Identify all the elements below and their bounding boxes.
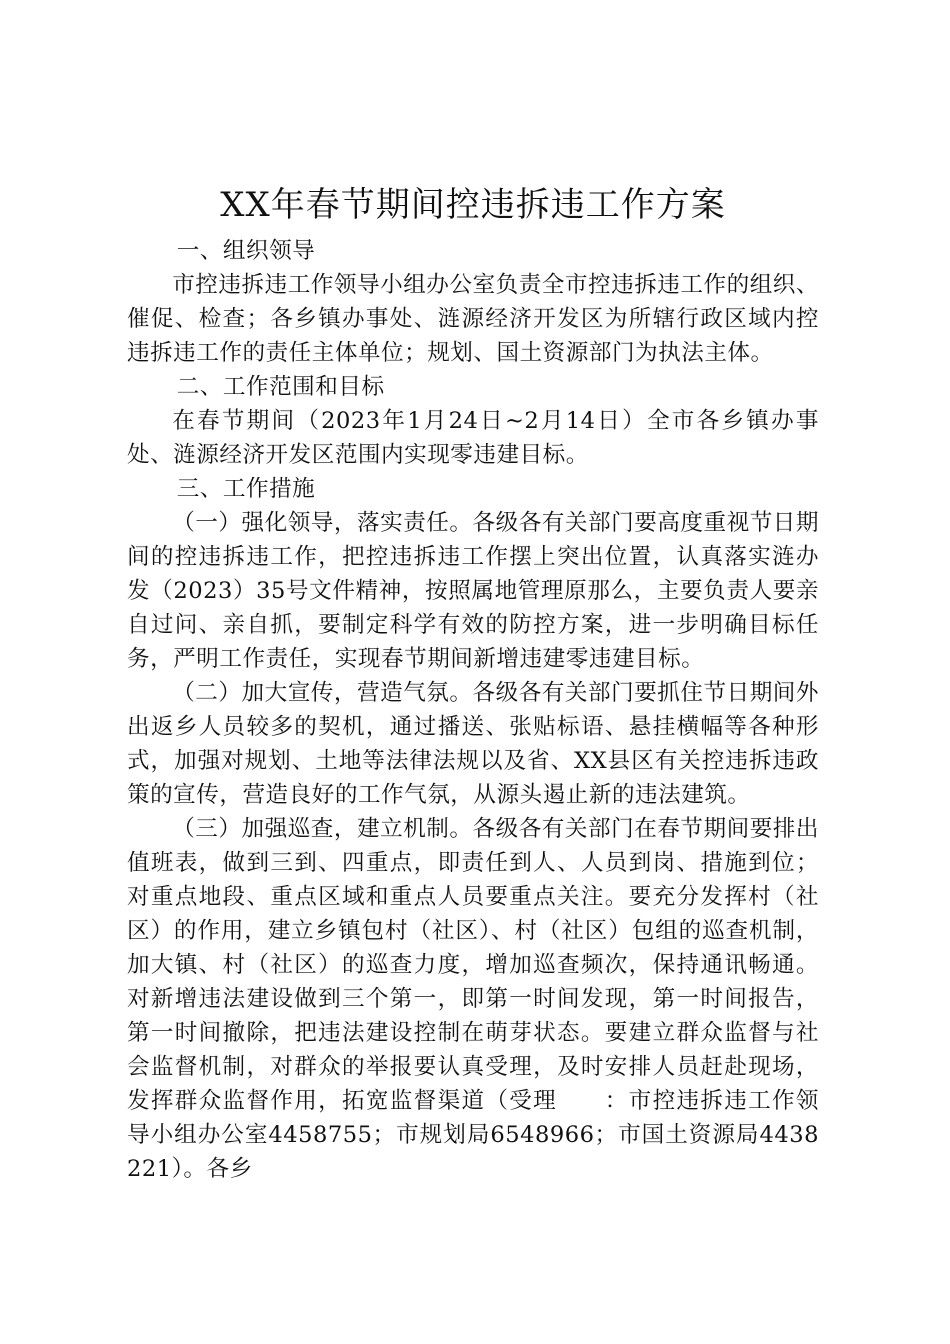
- document-page: [127, 180, 819, 1186]
- body-paragraph: 市控违拆违工作领导小组办公室负责全市控违拆违工作的组织、催促、检查；各乡镇办事处、涟源经济开发区为所辖行政区域内控违拆违工作的责任主体单位；规划、国土资源部门为执法主体。: [127, 272, 819, 366]
- section-heading: 二、工作范围和目标: [176, 374, 385, 400]
- body-paragraph: 在春节期间（2023年1月24日~2月14日）全市各乡镇办事处、涟源经济开发区范围内实现零违建目标。: [127, 408, 819, 468]
- section-heading: 三、工作措施: [176, 476, 316, 502]
- body-paragraph: （二）加大宣传，营造气氛。各级各有关部门要抓住节日期间外出返乡人员较多的契机，通过播送、张贴标语、悬挂横幅等各种形式，加强对规划、土地等法律法规以及省、XX县区有关控违拆违政策的宣传，营造良好的工作气氛，从源头遏止新的违法建筑。: [127, 680, 819, 808]
- body-paragraph: （三）加强巡查，建立机制。各级各有关部门在春节期间要排出值班表，做到三到、四重点，即责任到人、人员到岗、措施到位；对重点地段、重点区域和重点人员要重点关注。要充分发挥村（社区）的作用，建立乡镇包村（社区）、村（社区）包组的巡查机制，加大镇、村（社区）的巡查力度，增加巡查频次，保持通讯畅通。对新增违法建设做到三个第一，即第一时间发现，第一时间报告，第一时间撤除，把违法建设控制在萌芽状态。要建立群众监督与社会监督机制，对群众的举报要认真受理，及时安排人员赶赴现场，发挥群众监督作用，拓宽监督渠道（受理 ：市控违拆违工作领导小组办公室4458755；市规划局6548966；市国土资源局4438221）。各乡: [127, 816, 819, 1182]
- body-paragraph: （一）强化领导，落实责任。各级各有关部门要高度重视节日期间的控违拆违工作，把控违拆违工作摆上突出位置，认真落实涟办发（2023）35号文件精神，按照属地管理原那么，主要负责人要亲自过问、亲自抓，要制定科学有效的防控方案，进一步明确目标任务，严明工作责任，实现春节期间新增违建零违建目标。: [127, 510, 819, 672]
- section-scope-and-goals: [127, 370, 819, 472]
- section-heading: 一、组织领导: [176, 238, 316, 264]
- section-measures: [127, 472, 819, 1186]
- document-title: XX年春节期间控违拆违工作方案: [220, 185, 726, 225]
- section-organization: [127, 234, 819, 370]
